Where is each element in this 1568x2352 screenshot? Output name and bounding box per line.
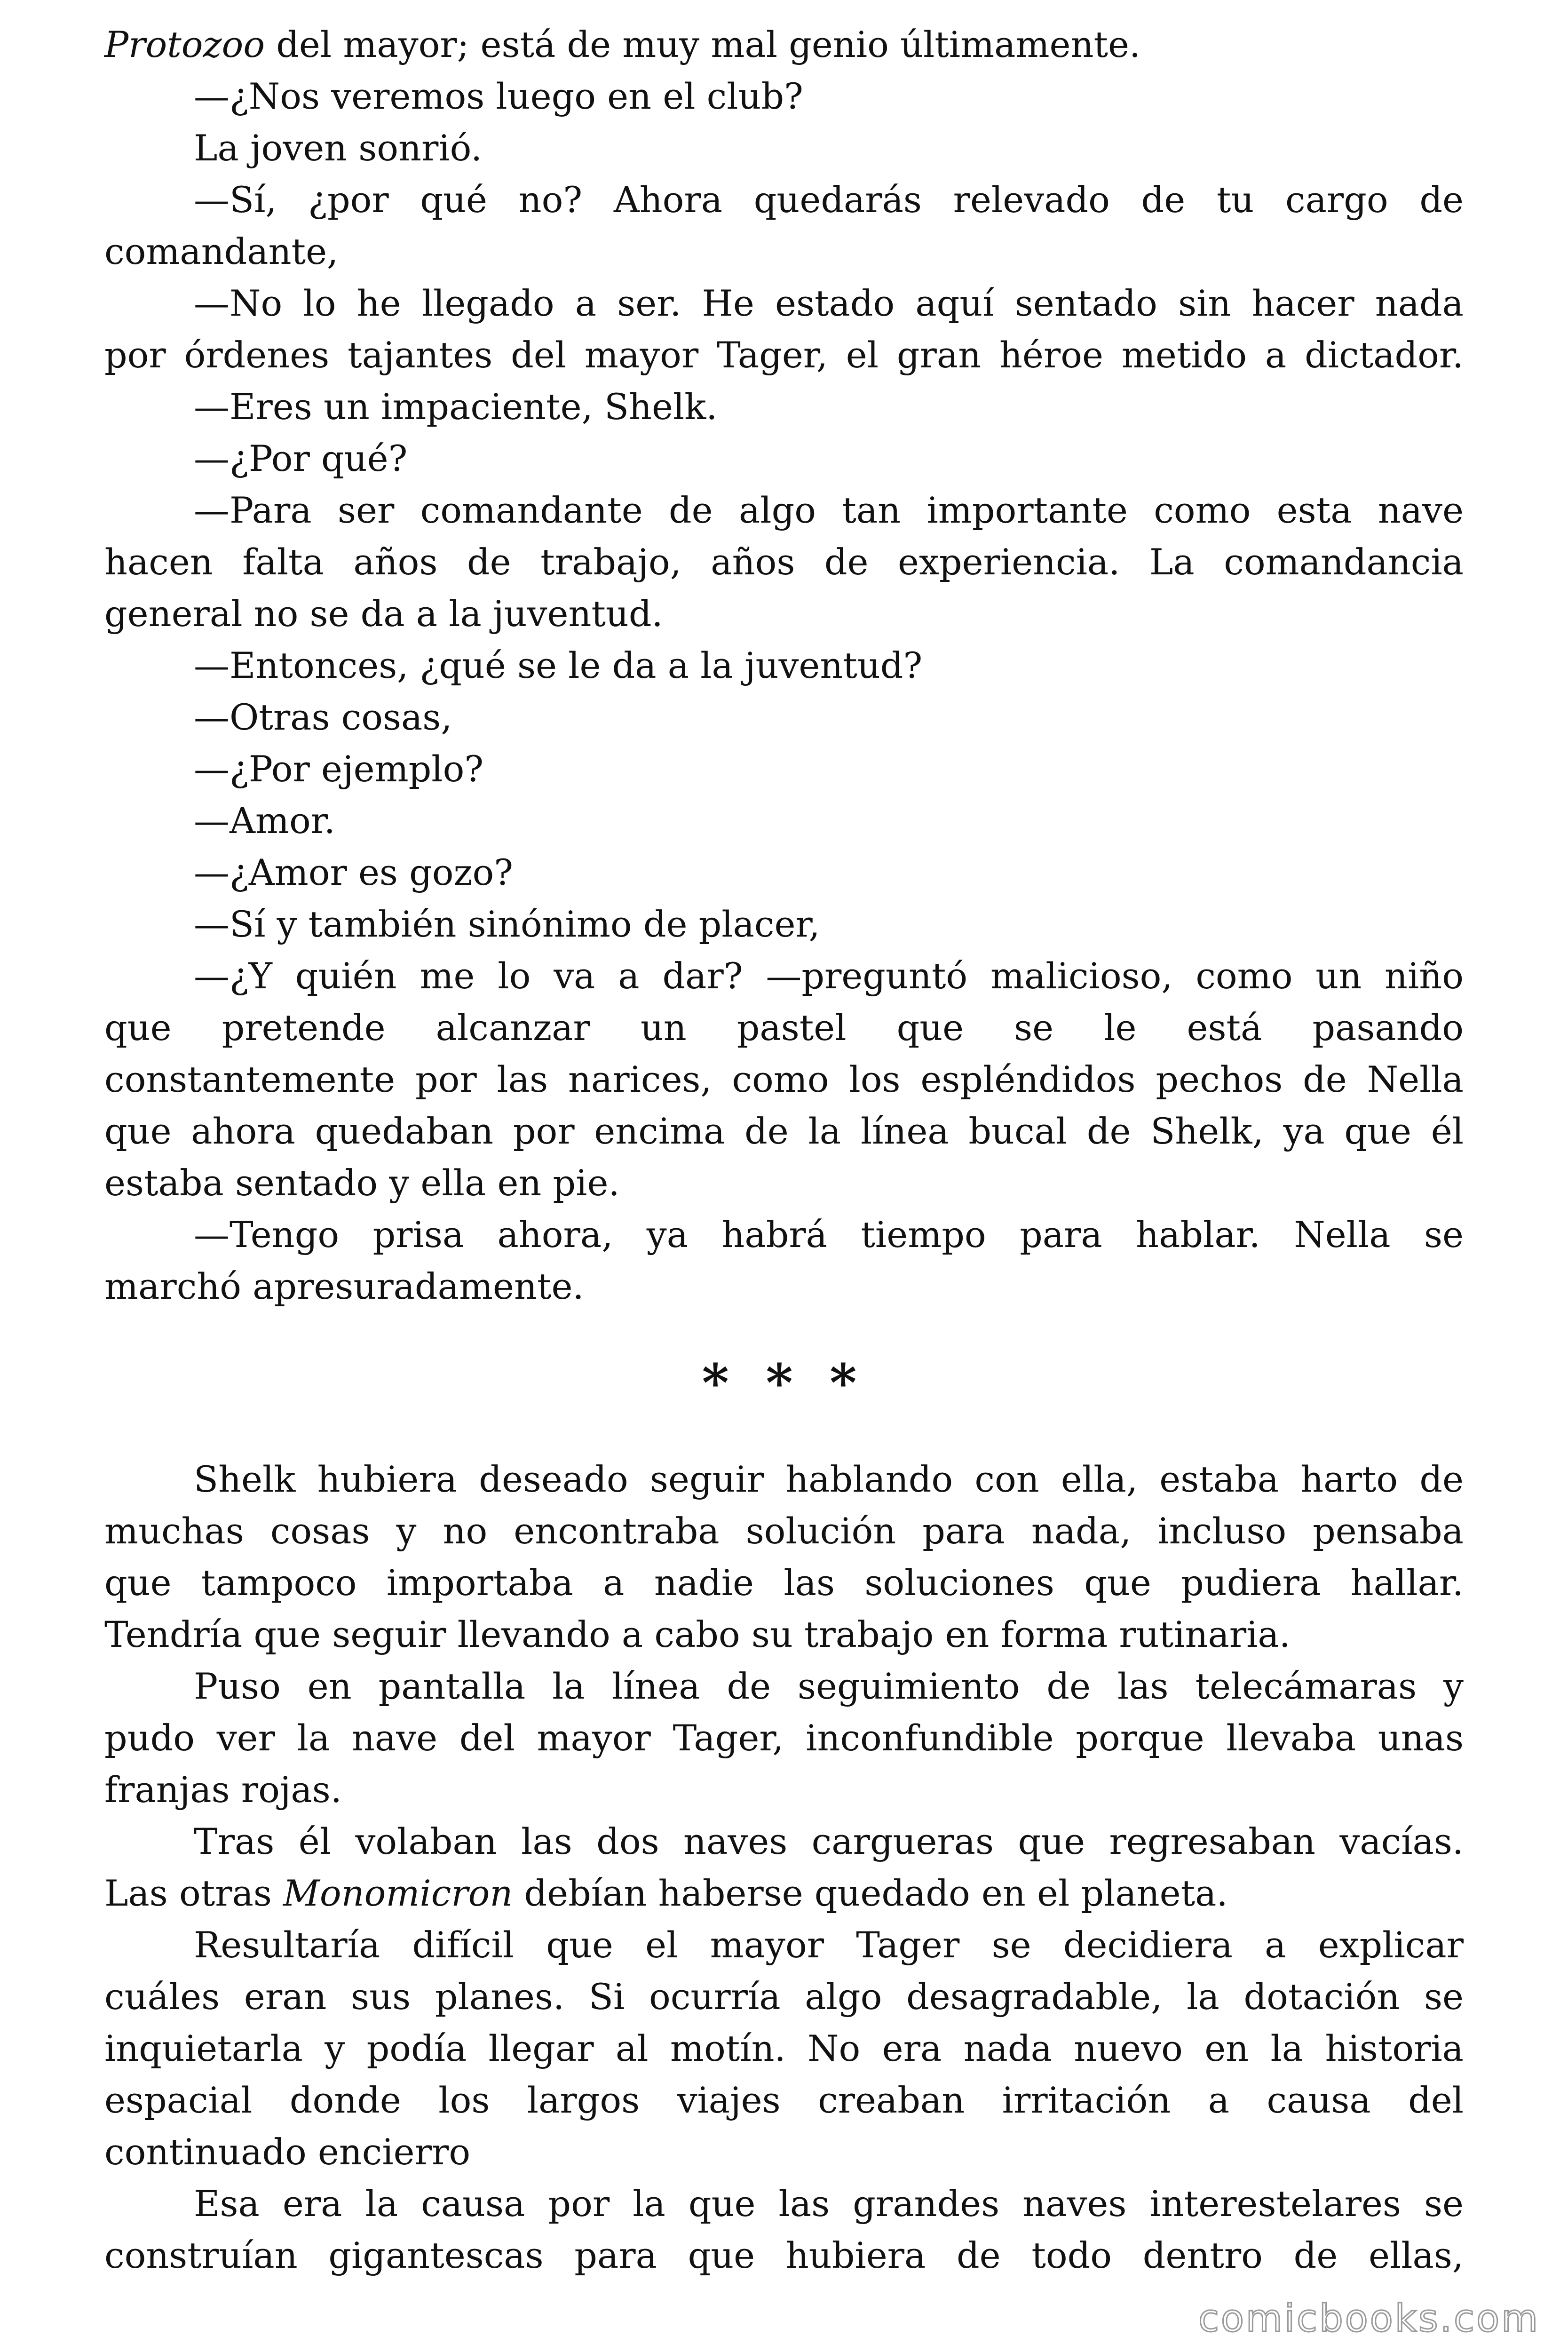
text-line [104, 329, 1464, 381]
text-span: inquietarla y podía llegar al motín. No era nada nuevo en la historia [104, 2027, 1464, 2069]
text-line [104, 2023, 1464, 2074]
text-line [104, 174, 1464, 226]
text-line [104, 1712, 1464, 1764]
text-span: —Entonces, ¿qué se le da a la juventud? [194, 644, 923, 686]
text-line [104, 1971, 1464, 2023]
text-line [104, 1867, 1464, 1919]
text-span: continuado encierro [104, 2131, 471, 2173]
text-span: pudo ver la nave del mayor Tager, inconfundible porque llevaba unas [104, 1717, 1464, 1759]
text-span: por órdenes tajantes del mayor Tager, el gran héroe metido a dictador. [104, 334, 1464, 376]
section-gap [104, 1421, 1464, 1454]
text-span: que ahora quedaban por encima de la línea bucal de Shelk, ya que él [104, 1110, 1464, 1152]
text-span: —¿Y quién me lo va a dar? —preguntó malicioso, como un niño [194, 955, 1464, 997]
text-line [104, 1919, 1464, 1971]
text-line [104, 1557, 1464, 1609]
text-span: comandante, [104, 230, 339, 272]
text-line [104, 1661, 1464, 1712]
text-span: —Tengo prisa ahora, ya habrá tiempo para hablar. Nella se [194, 1214, 1464, 1255]
text-span: espacial donde los largos viajes creaban irritación a causa del [104, 2079, 1464, 2121]
text-line [104, 1764, 1464, 1816]
text-span: Shelk hubiera deseado seguir hablando con ella, estaba harto de [194, 1458, 1464, 1500]
text-span: —¿Por ejemplo? [194, 748, 484, 790]
text-span: Resultaría difícil que el mayor Tager se decidiera a explicar [194, 1924, 1464, 1966]
italic-text: Monomicron [283, 1872, 513, 1914]
text-line [104, 1105, 1464, 1157]
text-span: franjas rojas. [104, 1769, 342, 1811]
text-line [104, 1209, 1464, 1261]
text-span: marchó apresuradamente. [104, 1265, 584, 1307]
text-line [104, 226, 1464, 278]
text-line [104, 2178, 1464, 2230]
section-separator: * * * [702, 1352, 866, 1413]
text-span: Las otras [104, 1872, 284, 1914]
text-line [104, 795, 1464, 847]
text-line [104, 19, 1464, 71]
text-line [104, 433, 1464, 485]
text-block-dialogue [104, 19, 1464, 1312]
text-line [104, 2126, 1464, 2178]
text-line [104, 1157, 1464, 1209]
watermark: comicbooks.com [1198, 2296, 1540, 2340]
text-line [104, 1609, 1464, 1661]
text-span: —Sí y también sinónimo de placer, [194, 903, 820, 945]
text-span: —Para ser comandante de algo tan importante como esta nave [194, 489, 1464, 531]
text-span: —Eres un impaciente, Shelk. [194, 386, 718, 428]
text-span: que pretende alcanzar un pastel que se le está pasando [104, 1007, 1464, 1049]
text-line [104, 743, 1464, 795]
italic-text: Protozoo [104, 24, 265, 65]
text-line [104, 381, 1464, 433]
text-span: —¿Nos veremos luego en el club? [194, 75, 803, 117]
text-line [104, 691, 1464, 743]
text-block-narrative [104, 1454, 1464, 2281]
text-line [104, 1454, 1464, 1505]
text-line [104, 950, 1464, 1002]
text-line [104, 588, 1464, 640]
text-span: Tras él volaban las dos naves cargueras que regresaban vacías. [194, 1820, 1464, 1862]
text-span: —No lo he llegado a ser. He estado aquí sentado sin hacer nada [194, 282, 1464, 324]
text-line [104, 847, 1464, 898]
text-span: —Sí, ¿por qué no? Ahora quedarás relevado de tu cargo de [194, 179, 1464, 221]
text-span: construían gigantescas para que hubiera de todo dentro de ellas, [104, 2234, 1464, 2276]
text-line [104, 2074, 1464, 2126]
text-line [104, 1261, 1464, 1312]
text-span: —Otras cosas, [194, 696, 452, 738]
text-span: muchas cosas y no encontraba solución para nada, incluso pensaba [104, 1510, 1464, 1552]
text-line [104, 640, 1464, 691]
text-span: hacen falta años de trabajo, años de experiencia. La comandancia [104, 541, 1464, 583]
text-line [104, 71, 1464, 122]
text-line [104, 1816, 1464, 1867]
text-span: Puso en pantalla la línea de seguimiento de las telecámaras y [194, 1665, 1464, 1707]
text-line [104, 2230, 1464, 2281]
text-line [104, 122, 1464, 174]
text-line [104, 898, 1464, 950]
text-line [104, 485, 1464, 536]
text-span: —¿Por qué? [194, 437, 408, 479]
text-line [104, 278, 1464, 329]
text-span: estaba sentado y ella en pie. [104, 1162, 620, 1204]
section-gap [104, 1312, 1464, 1345]
text-span: constantemente por las narices, como los espléndidos pechos de Nella [104, 1058, 1464, 1100]
book-page [104, 19, 1464, 2281]
text-span: general no se da a la juventud. [104, 593, 663, 635]
text-span: La joven sonrió. [194, 127, 483, 169]
text-span: debían haberse quedado en el planeta. [513, 1872, 1228, 1914]
text-line [104, 1505, 1464, 1557]
text-span: —¿Amor es gozo? [194, 851, 514, 893]
text-span: del mayor; está de muy mal genio últimamente. [265, 24, 1141, 65]
text-span: Tendría que seguir llevando a cabo su trabajo en forma rutinaria. [104, 1613, 1291, 1655]
text-span: cuáles eran sus planes. Si ocurría algo desagradable, la dotación se [104, 1976, 1464, 2018]
text-line [104, 1002, 1464, 1054]
text-span: Esa era la causa por la que las grandes naves interestelares se [194, 2183, 1464, 2225]
text-line [104, 536, 1464, 588]
text-line [104, 1054, 1464, 1105]
text-span: que tampoco importaba a nadie las soluciones que pudiera hallar. [104, 1562, 1464, 1604]
text-span: —Amor. [194, 800, 335, 842]
